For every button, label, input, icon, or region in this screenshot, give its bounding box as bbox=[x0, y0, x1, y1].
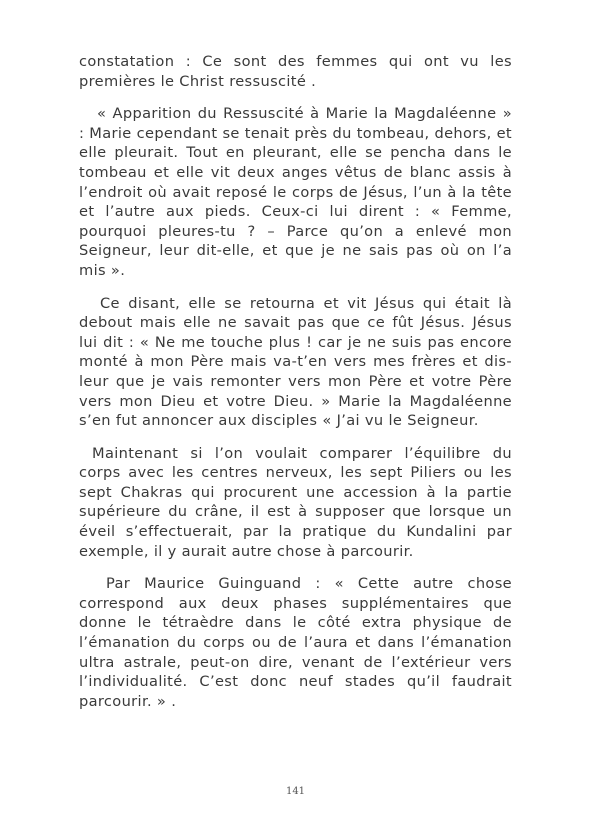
paragraph-1: constatation : Ce sont des femmes qui ont vu les premières le Christ ressuscité . bbox=[79, 53, 512, 90]
page-number: 141 bbox=[285, 786, 306, 797]
body-text bbox=[79, 52, 512, 711]
paragraph-3: Ce disant, elle se retourna et vit Jésus qui était là debout mais elle ne savait pas que ce fût Jésus. Jésus lui dit : « Ne me touche plus ! car je ne suis pas encore monté à mon Père mais va-t’en vers mes frères et dis-leur que je vais remonter vers mon Père et votre Père vers mon Dieu et votre Dieu. » Marie la Magdaléenne s’en fut annoncer aux disciples « J’ai vu le Seigneur. bbox=[79, 294, 512, 430]
paragraph-2: « Apparition du Ressuscité à Marie la Magdaléenne » : Marie cependant se tenait près du tombeau, dehors, et elle pleurait. Tout en pleurant, elle se pencha dans le tombeau et elle vit deux anges vêtus de blanc assis à l’endroit où avait reposé le corps de Jésus, l’un à la tête et l’autre aux pieds. Ceux-ci lui dirent : « Femme, pourquoi pleures-tu ? – Parce qu’on a enlevé mon Seigneur, leur dit-elle, et que je ne sais pas où on l’a mis ». bbox=[79, 105, 512, 279]
paragraph-4: Maintenant si l’on voulait comparer l’équilibre du corps avec les centres nerveux, les sept Piliers ou les sept Chakras qui procurent une accession à la partie supérieure du crâne, il est à supposer que lorsque un éveil s’effectuerait, par la pratique du Kundalini par exemple, il y aurait autre chose à parcourir. bbox=[79, 444, 512, 560]
paragraph-5: Par Maurice Guinguand : « Cette autre chose correspond aux deux phases supplémentaires que donne le tétraèdre dans le côté extra physique de l’émanation du corps ou de l’aura et dans l’émanation ultra astrale, peut-on dire, venant de l’extérieur vers l’individualité. C’est donc neuf stades qu’il faudrait parcourir. » . bbox=[79, 575, 512, 710]
